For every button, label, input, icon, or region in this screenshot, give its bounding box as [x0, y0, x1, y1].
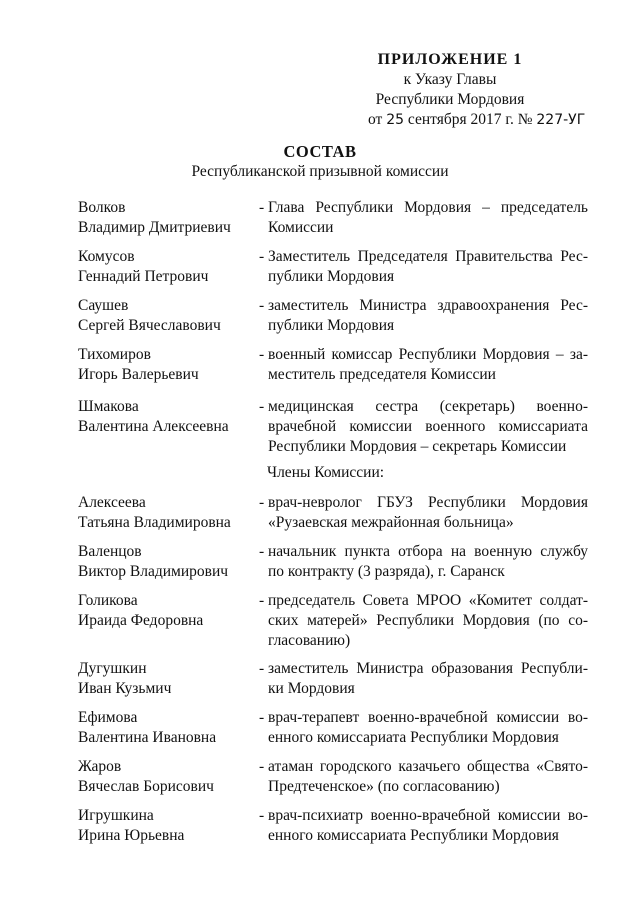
- member-surname: Игрушкина: [78, 807, 154, 824]
- member-role-line: Предтеченское» (по согласованию): [268, 778, 500, 795]
- member-role: [268, 397, 588, 457]
- member-role: [268, 591, 588, 651]
- member-role-line: публики Мордовия: [268, 268, 395, 285]
- member-role-line: Заместитель Председателя Правительства Рес-: [268, 248, 588, 265]
- member-given-names: Валентина Алексеевна: [78, 418, 229, 435]
- date-day: 25: [386, 112, 405, 128]
- member-role: [268, 296, 588, 336]
- member-role-line: по контракту (3 разряда), г. Саранск: [268, 563, 505, 580]
- member-name: [78, 757, 258, 797]
- list-dash: -: [259, 660, 265, 677]
- member-role-line: врачебной комиссии военного комиссариата: [268, 418, 588, 435]
- member-role-line: Комиссии: [268, 219, 334, 236]
- member-given-names: Вячеслав Борисович: [78, 778, 214, 795]
- member-role: [268, 493, 588, 533]
- member-name: [78, 542, 258, 582]
- member-surname: Волков: [78, 199, 126, 216]
- date-rest: сентября 2017 г. №: [407, 111, 533, 128]
- list-dash: -: [259, 297, 265, 314]
- decree-number: 227-УГ: [536, 112, 586, 128]
- member-role-line: председатель Совета МРОО «Комитет солдат-: [268, 592, 588, 609]
- member-role-line: енного комиссариата Республики Мордовия: [268, 729, 559, 746]
- member-role-line: медицинская сестра (секретарь) военно-: [268, 398, 588, 415]
- member-role: [268, 757, 588, 797]
- document-title: СОСТАВ: [283, 142, 357, 161]
- appendix-label: ПРИЛОЖЕНИЕ 1: [377, 51, 523, 68]
- member-role-line: меститель председателя Комиссии: [268, 366, 496, 383]
- list-dash: -: [259, 346, 265, 363]
- member-given-names: Владимир Дмитриевич: [78, 219, 231, 236]
- member-role-line: гласованию): [268, 632, 351, 649]
- member-name: [78, 247, 258, 287]
- list-dash: -: [259, 807, 265, 824]
- member-surname: Комусов: [78, 248, 135, 265]
- member-name: [78, 591, 258, 631]
- member-role: [268, 659, 588, 699]
- list-dash: -: [259, 543, 265, 560]
- list-dash: -: [259, 709, 265, 726]
- member-surname: Жаров: [78, 758, 122, 775]
- member-surname: Валенцов: [78, 543, 142, 560]
- list-dash: -: [259, 398, 265, 415]
- member-given-names: Ираида Федоровна: [78, 612, 204, 629]
- decree-reference: к Указу Главы: [403, 71, 497, 88]
- list-dash: -: [259, 494, 265, 511]
- member-role-line: Глава Республики Мордовия – председатель: [268, 199, 588, 216]
- member-given-names: Геннадий Петрович: [78, 268, 209, 285]
- member-role-line: атаман городского казачьего общества «Свято-: [268, 758, 588, 775]
- member-name: [78, 659, 258, 699]
- list-dash: -: [259, 248, 265, 265]
- member-given-names: Ирина Юрьевна: [78, 827, 185, 844]
- member-role: [268, 198, 588, 238]
- member-role: [268, 247, 588, 287]
- list-dash: -: [259, 592, 265, 609]
- member-given-names: Сергей Вячеславович: [78, 317, 221, 334]
- member-role-line: публики Мордовия: [268, 317, 395, 334]
- member-role-line: енного комиссариата Республики Мордовия: [268, 827, 559, 844]
- member-role-line: ских матерей» Республики Мордовия (по со-: [268, 612, 588, 629]
- member-name: [78, 493, 258, 533]
- member-role-line: заместитель Министра образования Республи-: [268, 660, 588, 677]
- member-given-names: Виктор Владимирович: [78, 563, 229, 580]
- member-given-names: Иван Кузьмич: [78, 680, 172, 697]
- member-role: [268, 542, 588, 582]
- member-role-line: ки Мордовия: [268, 680, 355, 697]
- member-surname: Саушев: [78, 297, 129, 314]
- member-name: [78, 806, 258, 846]
- member-surname: Дугушкин: [78, 660, 147, 677]
- member-surname: Тихомиров: [78, 346, 151, 363]
- member-surname: Ефимова: [78, 709, 138, 726]
- member-given-names: Татьяна Владимировна: [78, 514, 231, 531]
- member-given-names: Игорь Валерьевич: [78, 366, 199, 383]
- member-role: [268, 806, 588, 846]
- member-role-line: врач-психиатр военно-врачебной комиссии во-: [268, 807, 588, 824]
- member-role: [268, 708, 588, 748]
- members-heading: Члены Комиссии:: [267, 464, 385, 481]
- member-role-line: «Рузаевская межрайонная больница»: [268, 514, 514, 531]
- member-role-line: врач-терапевт военно-врачебной комиссии во-: [268, 709, 588, 726]
- member-name: [78, 296, 258, 336]
- list-dash: -: [259, 199, 265, 216]
- document-subtitle: Республиканской призывной комиссии: [191, 163, 449, 180]
- appendix-header: [300, 50, 600, 130]
- member-role-line: начальник пункта отбора на военную службу: [268, 543, 588, 560]
- member-role-line: заместитель Министра здравоохранения Рес-: [268, 297, 588, 314]
- decree-date-line: [368, 110, 600, 130]
- member-name: [78, 345, 258, 385]
- member-given-names: Валентина Ивановна: [78, 729, 217, 746]
- member-role: [268, 345, 588, 385]
- member-role-line: врач-невролог ГБУЗ Республики Мордовия: [268, 494, 588, 511]
- republic-name: Республики Мордовия: [375, 91, 525, 108]
- member-role-line: военный комиссар Республики Мордовия – за-: [268, 346, 588, 363]
- list-dash: -: [259, 758, 265, 775]
- member-name: [78, 708, 258, 748]
- date-prefix: от: [368, 111, 383, 128]
- member-name: [78, 397, 258, 437]
- member-surname: Голикова: [78, 592, 138, 609]
- member-surname: Алексеева: [78, 494, 146, 511]
- member-surname: Шмакова: [78, 398, 139, 415]
- member-role-line: Республики Мордовия – секретарь Комиссии: [268, 438, 567, 455]
- member-name: [78, 198, 258, 238]
